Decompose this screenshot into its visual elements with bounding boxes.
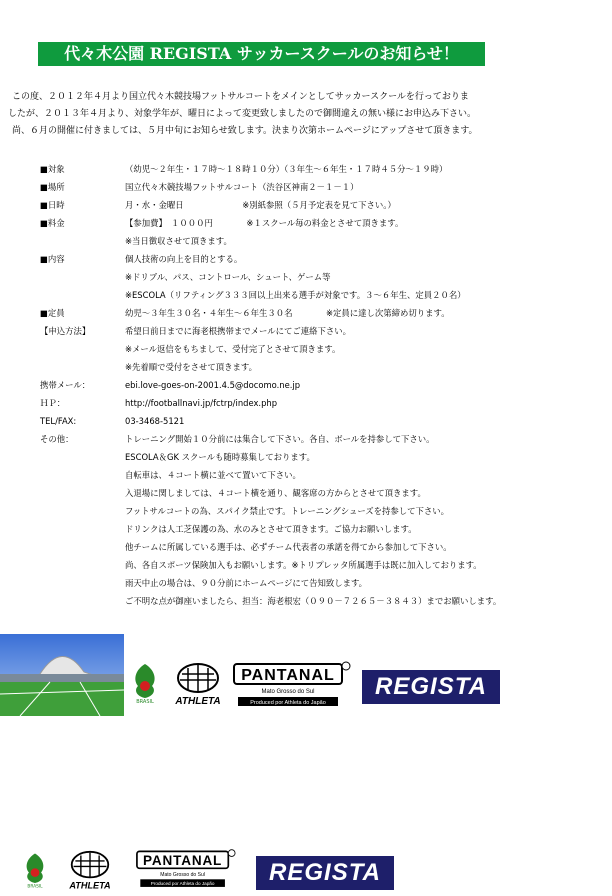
info-row-value: 国立代々木競技場フットサルコート（渋谷区神南２－１－１） (125, 182, 359, 192)
info-row (40, 466, 606, 484)
info-row-label (40, 520, 125, 538)
info-row-value: ebi.love-goes-on-2001.4.5@docomo.ne.jp (125, 380, 301, 390)
info-row-label: その他： (40, 434, 74, 444)
info-row (40, 448, 606, 466)
info-row (40, 232, 606, 250)
info-row-label: ■日時 (40, 200, 65, 210)
info-row-value: 個人技術の向上を目的とする。 (125, 254, 243, 264)
info-row-label (40, 340, 125, 358)
info-row (40, 592, 606, 610)
info-row (40, 502, 606, 520)
regista-logo: REGISTA (256, 856, 394, 890)
info-row (40, 376, 606, 394)
info-row-label: TEL/FAX: (40, 416, 77, 426)
info-row-label (40, 448, 125, 466)
info-row-label (40, 592, 125, 610)
info-row-label (40, 358, 125, 376)
info-row-value: 幼児～３年生３０名・４年生～６年生３０名 ※定員に達し次第締め切ります。 (125, 308, 450, 318)
info-row-value: http://footballnavi.jp/fctrp/index.php (125, 398, 278, 408)
brasil-label: BRASIL (27, 884, 43, 890)
pantanal-small-label: Produced por Athleta do Japão (250, 700, 326, 706)
info-row-label (40, 502, 125, 520)
info-row (40, 250, 606, 268)
info-row-value: ESCOLA＆GK スクールも随時募集しております。 (125, 452, 315, 462)
info-table (40, 160, 606, 610)
info-row (40, 520, 606, 538)
info-row-label (40, 556, 125, 574)
pantanal-sub-label: Mato Grosso do Sul (261, 689, 315, 695)
info-row-label: ■対象 (40, 164, 65, 174)
athleta-label: ATHLETA (69, 880, 111, 891)
info-row (40, 394, 606, 412)
info-row (40, 178, 606, 196)
info-row-label: ■内容 (40, 254, 65, 264)
info-row (40, 358, 606, 376)
info-row-value: 月・水・金曜日 ※別紙参照（５月予定表を見て下さい。） (125, 200, 396, 210)
info-row-label: ■場所 (40, 182, 65, 192)
info-row-label (40, 286, 125, 304)
regista-logo: REGISTA (362, 670, 500, 704)
info-row-value: ※ドリブル、パス、コントロール、シュート、ゲーム等 (125, 272, 331, 282)
info-row (40, 430, 606, 448)
info-row-value: フットサルコートの為、スパイク禁止です。トレーニングシューズを持参して下さい。 (125, 506, 450, 516)
info-row-value: ※先着順で受付をさせて頂きます。 (125, 362, 257, 372)
info-row (40, 322, 606, 340)
brasil-label: BRASIL (136, 699, 154, 704)
info-row-label: ＨＰ： (40, 398, 66, 408)
info-row-label: ■定員 (40, 308, 65, 318)
info-row (40, 268, 606, 286)
intro-text (8, 89, 608, 140)
pantanal-small-label: Produced por Athleta do Japão (150, 881, 215, 887)
info-row (40, 484, 606, 502)
pantanal-label: PANTANAL (241, 667, 335, 684)
athleta-logo (168, 662, 228, 708)
page-title: 代々木公園 REGISTA サッカースクールのお知らせ！ (38, 42, 485, 66)
pantanal-logo (124, 848, 248, 892)
sponsor-logos-bottom (0, 848, 612, 892)
brasil-emblem-icon (22, 850, 48, 890)
pantanal-label: PANTANAL (143, 852, 223, 868)
info-row-value: 【参加費】 １０００円 ※１スクール毎の料金とさせて頂きます。 (125, 218, 404, 228)
athleta-logo (62, 850, 118, 892)
info-row-label (40, 466, 125, 484)
info-row-value: 自転車は、４コート横に並べて置いて下さい。 (125, 470, 301, 480)
info-row-value: ※メール返信をもちまして、受付完了とさせて頂きます。 (125, 344, 341, 354)
info-row (40, 556, 606, 574)
info-row (40, 340, 606, 358)
info-row-label: ■料金 (40, 218, 65, 228)
info-row-label (40, 574, 125, 592)
info-row (40, 160, 606, 178)
info-row (40, 574, 606, 592)
info-row-value: ※当日徴収させて頂きます。 (125, 236, 232, 246)
info-row-label: 【申込方法】 (40, 326, 91, 336)
info-row-value: ドリンクは人工芝保護の為、水のみとさせて頂きます。ご協力お願いします。 (125, 524, 417, 534)
info-row-value: 03-3468-5121 (125, 416, 185, 426)
info-row-label: 携帯メール： (40, 380, 91, 390)
info-row-value: トレーニング開始１０分前には集合して下さい。各自、ボールを持参して下さい。 (125, 434, 435, 444)
info-row-value: ご不明な点が御座いましたら、担当：海老根宏（０９０－７２６５－３８４３）までお願いします。 (125, 596, 502, 606)
info-row-label (40, 268, 125, 286)
info-row-value: 雨天中止の場合は、９０分前にホームページにて告知致します。 (125, 578, 368, 588)
brasil-emblem-icon (130, 662, 160, 704)
info-row-value: （幼児～２年生・１７時～１８時１０分）（３年生～６年生・１７時４５分～１９時） (125, 164, 448, 174)
info-row-value: 他チームに所属している選手は、必ずチーム代表者の承諾を得てから参加して下さい。 (125, 542, 452, 552)
athleta-label: ATHLETA (175, 696, 221, 707)
pantanal-logo (232, 660, 352, 712)
intro-line: したが、２０１３年４月より、対象学年が、曜日によって変更致しましたので御間違えの無い様にお申込み下さい。 (8, 109, 477, 119)
intro-line: この度、２０１２年４月より国立代々木競技場フットサルコートをメインとしてサッカースクールを行っておりま (12, 92, 469, 102)
info-row-label (40, 232, 125, 250)
info-row-value: ※ESCOLA（リフティング３３３回以上出来る選手が対象です。３～６年生、定員２０名） (125, 290, 466, 300)
info-row-label (40, 538, 125, 556)
sponsor-logos-top (0, 656, 612, 716)
info-row (40, 196, 606, 214)
pantanal-sub-label: Mato Grosso do Sul (160, 871, 205, 878)
info-row-value: 尚、各自スポーツ保険加入もお願いします。※トリプレッタ所属選手は既に加入しております。 (125, 560, 482, 570)
info-row (40, 412, 606, 430)
info-row-value: 希望日前日までに海老根携帯までメールにてご連絡下さい。 (125, 326, 351, 336)
intro-line: 尚、６月の開催に付きましては、５月中旬にお知らせ致します。決まり次第ホームページにアップさせて頂きます。 (12, 126, 478, 136)
info-row (40, 538, 606, 556)
info-row-label (40, 484, 125, 502)
info-row (40, 286, 606, 304)
info-row-value: 入退場に関しましては、４コート横を通り、観客席の方からとさせて頂きます。 (125, 488, 426, 498)
info-row (40, 214, 606, 232)
info-row (40, 304, 606, 322)
